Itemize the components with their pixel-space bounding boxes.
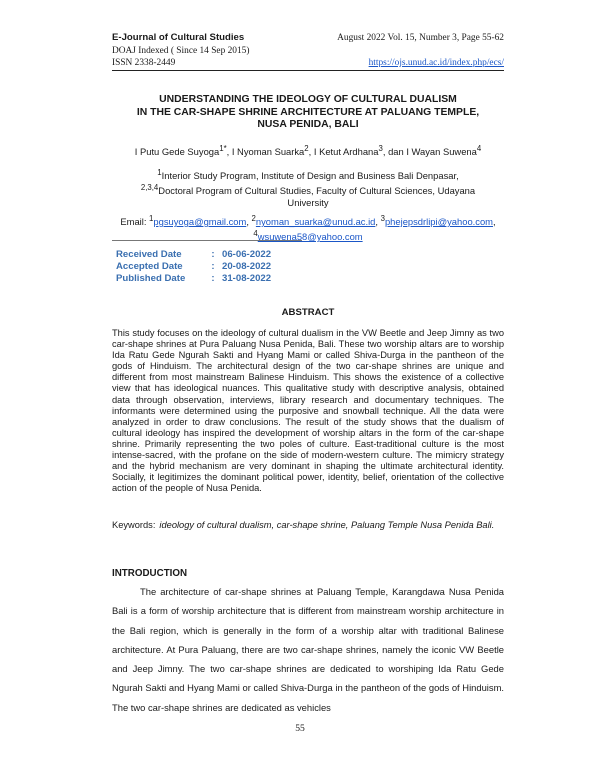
date-colon: :	[211, 249, 215, 260]
email-link-4[interactable]: wsuwena58@yahoo.com	[257, 231, 363, 243]
header-rule	[112, 70, 504, 71]
keywords-text: ideology of cultural dualism, car-shape shrine, Paluang Temple Nusa Penida Bali.	[159, 520, 495, 530]
email-link-2[interactable]: nyoman_suarka@unud.ac.id	[255, 216, 376, 228]
page-number: 55	[295, 723, 305, 734]
date-value: 06-06-2022	[222, 249, 272, 260]
publication-dates	[116, 249, 271, 286]
dates-separator	[112, 240, 302, 241]
keywords	[112, 520, 504, 532]
author-4-sup: 4	[476, 144, 482, 153]
email-link-1[interactable]: pgsuyoga@gmail.com	[153, 216, 247, 228]
affiliation-2: Doctoral Program of Cultural Studies, Faculty of Cultural Sciences, Udayana	[158, 185, 476, 197]
author-3-sup: 3	[378, 144, 383, 153]
date-label: Received Date	[116, 249, 182, 260]
affil-sup-1: 1	[157, 168, 162, 177]
introduction-heading: INTRODUCTION	[112, 568, 188, 579]
date-label: Published Date	[116, 273, 186, 285]
date-value: 31-08-2022	[222, 273, 272, 285]
title-line-2: IN THE CAR-SHAPE SHRINE ARCHITECTURE AT PALUANG TEMPLE,	[136, 106, 480, 118]
published-date-row	[116, 273, 271, 285]
journal-url-link[interactable]: https://ojs.unud.ac.id/index.php/ecs/	[368, 58, 504, 68]
author-1-sup: 1*	[219, 144, 227, 153]
date-colon: :	[211, 273, 215, 285]
email-link-3[interactable]: phejepsdrlipi@yahoo.com	[384, 216, 493, 228]
received-date-row	[116, 249, 271, 261]
author-2: I Nyoman Suarka	[231, 146, 305, 158]
affiliation-1: Interior Study Program, Institute of Design and Business Bali Denpasar,	[161, 170, 459, 182]
accepted-date-row	[116, 261, 271, 273]
email-block: Email: $^1$pgsuyoga@gmail.com, $^2$nyoman_suarka@unud.ac.id, $^3$phejepsdrlipi@yahoo.com, $^4$wsuwena58@yahoo.com	[120, 214, 496, 243]
author-3: I Ketut Ardhana	[313, 146, 379, 158]
abstract-text: This study focuses on the ideology of cultural dualism in the VW Beetle and Jeep Jimny as two car-shape shrines at Pura Paluang Nusa Penida, Bali. These two worship altars are to worship Ida Ratu Gede Ngurah Sakti and Hyang Mami or called Shiva-Durga in the pantheon of the gods of Hinduism. The architectural design of the two car-shape shrines are unique and different from most mainstream Balinese Hinduism. This shows the existence of a collective view that has ideological nuances. This qualitative study with descriptive analysis, obtained data through observation, interviews, library research and documentary techniques. The informants were determined using the purposive and snowball technique. All the data were analyzed in order to draw conclusions. The result of the study shows that the dualism of cultural ideology has inspired the development of worship altars in the form of the car-shape shrine. Primarily representing the two poles of culture. East-traditional culture is the most intense-sacred, with the profane on the side of modern-western culture. The mimicry strategy and the hybrid mechanism are very dominant in shaping the ultimate architectural identity. Socially, it legitimizes the dominant political power, identity, belief, orientation of the collective action of the people of Nusa Penida.	[112, 328, 504, 494]
author-1: I Putu Gede Suyoga	[134, 146, 220, 158]
abstract-heading: ABSTRACT	[281, 307, 335, 318]
author-4: dan I Wayan Suwena	[388, 146, 477, 158]
keywords-label: Keywords:	[112, 520, 156, 530]
title-line-1: UNDERSTANDING THE IDEOLOGY OF CULTURAL DUALISM	[159, 94, 457, 105]
email-sup-2: 2	[251, 214, 256, 223]
date-value: 20-08-2022	[222, 261, 272, 273]
email-sup-3: 3	[380, 214, 385, 223]
introduction-text: The architecture of car-shape shrines at Paluang Temple, Karangdawa Nusa Penida Bali is a form of worship architecture that is different from mainstream worship architecture in the Bali region, which is generally in the form of a worship altar with traditional Balinese architecture. At Pura Paluang, there are two car-shape shrines, namely the iconic VW Beetle and Jeep Jimny. The two car-shape shrines are dedicated to worshiping Ida Ratu Gede Ngurah Sakti and Hyang Mami or called Shiva-Durga in the pantheon of the gods of Hinduism. The two car-shape shrines are dedicated as vehicles	[112, 586, 504, 713]
author-list: I Putu Gede Suyoga$^{1*}$, I Nyoman Suarka$^2$, I Ketut Ardhana$^3$, dan I Wayan Suwena$^4$	[134, 144, 482, 158]
date-label: Accepted Date	[116, 261, 183, 273]
issn: ISSN 2338-2449	[112, 58, 176, 68]
email-sup-4: 4	[253, 229, 258, 239]
volume-info: August 2022 Vol. 15, Number 3, Page 55-62	[337, 33, 504, 43]
email-sup-1: 1	[149, 214, 154, 223]
affiliations	[112, 167, 504, 209]
affiliation-2-cont: University	[287, 197, 329, 209]
title-line-3: NUSA PENIDA, BALI	[257, 119, 359, 131]
paper-title	[112, 94, 504, 132]
doaj-indexed: DOAJ Indexed ( Since 14 Sep 2015)	[112, 46, 250, 56]
journal-name: E-Journal of Cultural Studies	[112, 32, 245, 43]
email-label: Email:	[120, 216, 147, 228]
author-2-sup: 2	[304, 144, 309, 153]
affil-sup-2: 2,3,4	[140, 183, 159, 193]
date-colon: :	[211, 261, 215, 273]
